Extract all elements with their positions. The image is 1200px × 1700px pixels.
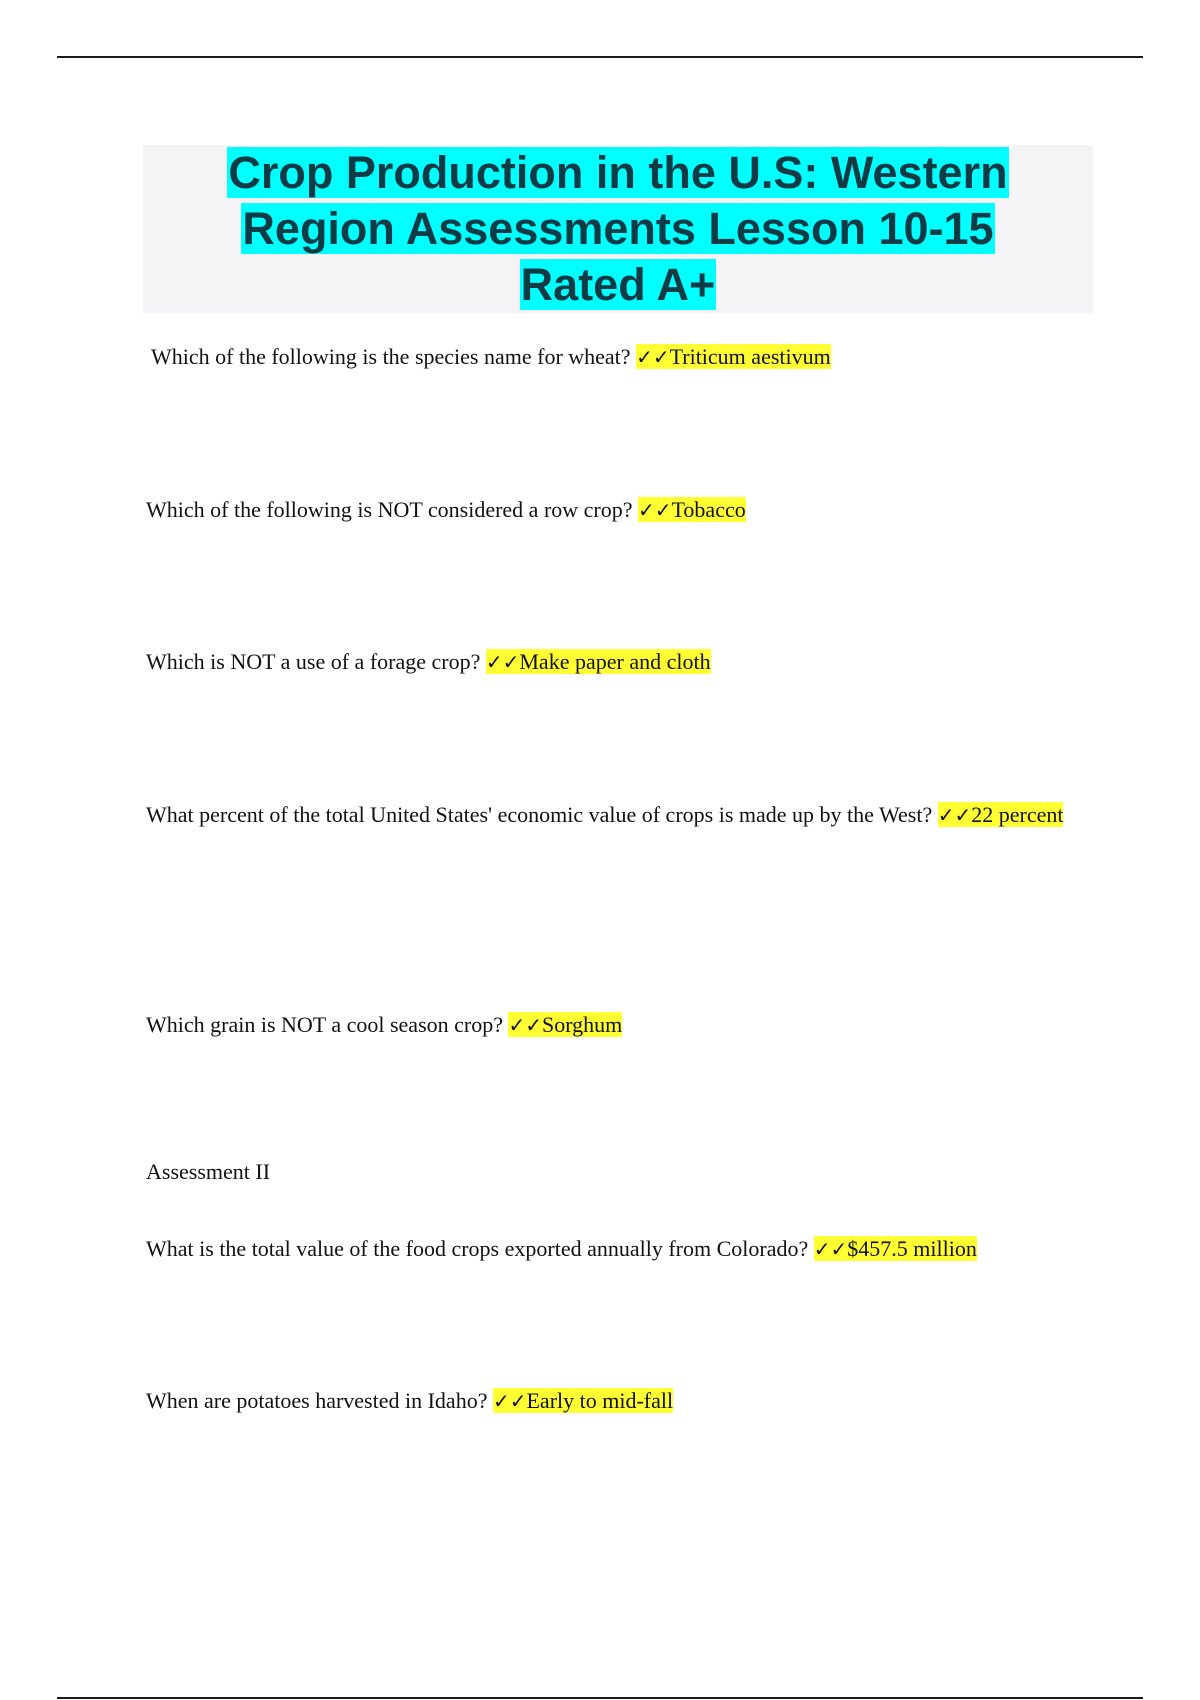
bottom-rule [57, 1697, 1143, 1699]
answer-highlight [508, 1012, 622, 1037]
answer-highlight [493, 1388, 673, 1413]
qa-item-6 [146, 1234, 977, 1264]
double-check-icon: ✓✓ [937, 803, 972, 827]
answer-highlight [814, 1236, 977, 1261]
double-check-icon: ✓✓ [638, 498, 672, 522]
double-check-icon: ✓✓ [485, 650, 520, 674]
answer-highlight [486, 649, 711, 674]
document-title [143, 145, 1093, 313]
answer-highlight [938, 802, 1064, 827]
double-check-icon: ✓✓ [636, 345, 670, 369]
title-line-2: Region Assessments Lesson 10-15 [242, 203, 994, 254]
question-text: Which of the following is the species name for wheat? [151, 344, 631, 369]
question-text: Which is NOT a use of a forage crop? [146, 649, 481, 674]
answer-text: $457.5 million [847, 1236, 977, 1261]
answer-text: Sorghum [542, 1012, 623, 1037]
double-check-icon: ✓✓ [492, 1389, 527, 1413]
qa-item-3 [146, 647, 711, 677]
qa-item-5 [146, 1010, 622, 1040]
question-text: What is the total value of the food crops exported annually from Colorado? [146, 1236, 809, 1261]
answer-text: Make paper and cloth [519, 649, 711, 674]
top-rule [57, 56, 1143, 58]
answer-highlight [638, 497, 746, 522]
qa-item-7 [146, 1386, 673, 1416]
title-line-1: Crop Production in the U.S: Western [228, 147, 1008, 198]
question-text: Which grain is NOT a cool season crop? [146, 1012, 503, 1037]
question-text: Which of the following is NOT considered a row crop? [146, 497, 633, 522]
double-check-icon: ✓✓ [813, 1237, 848, 1261]
section-heading: Assessment II [146, 1159, 271, 1184]
qa-item-1 [151, 342, 831, 372]
qa-item-4 [146, 785, 1106, 845]
question-text: What percent of the total United States' economic value of crops is made up by the West? [146, 802, 933, 827]
answer-text: Early to mid-fall [526, 1388, 674, 1413]
answer-text: Tobacco [671, 497, 746, 522]
answer-highlight [636, 344, 831, 369]
question-text: When are potatoes harvested in Idaho? [146, 1388, 488, 1413]
answer-text: 22 percent [971, 802, 1064, 827]
answer-text: Triticum aestivum [669, 344, 831, 369]
qa-item-2 [146, 495, 746, 525]
title-line-3: Rated A+ [520, 259, 716, 310]
double-check-icon: ✓✓ [508, 1013, 542, 1037]
